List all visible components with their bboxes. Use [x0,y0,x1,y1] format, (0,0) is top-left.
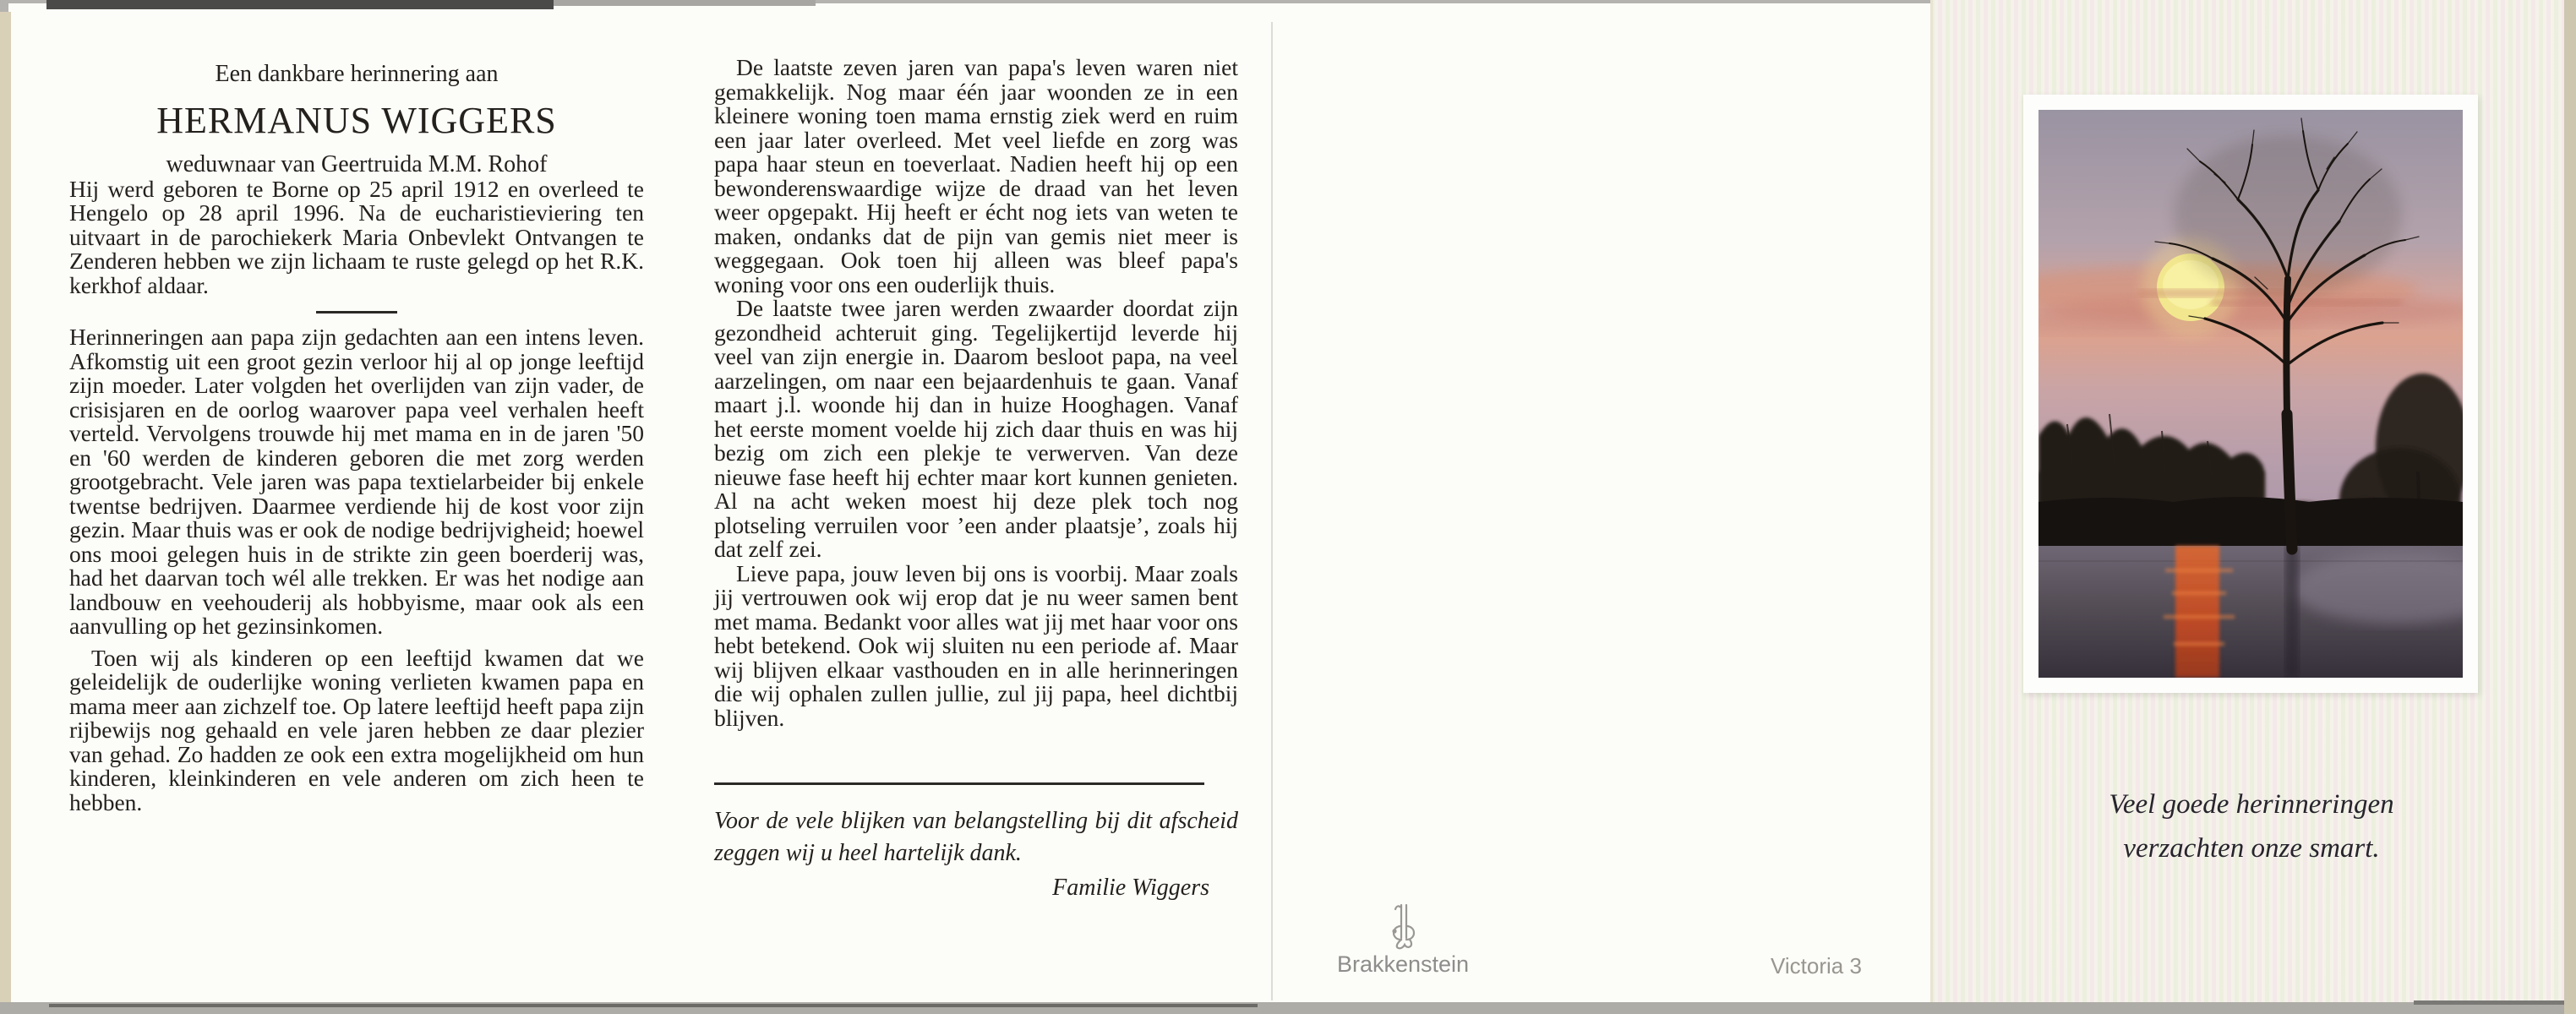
scan-edge-right [2564,0,2576,1014]
left-text-column [69,63,644,815]
paragraph-last-two-years: De laatste twee jaren werden zwaarder doordat zijn gezondheid achteruit ging. Tegelijkertijd leverde hij veel van zijn energie in. Daarom besloot papa, na veel aarzelingen, om naar een bejaardenhuis te gaan. Vanaf maart j.l. woonde hij dan in huize Hooghagen. Vanaf het eerste moment voelde hij zich daar thuis en was hij bezig om zich een plekje te verwerven. Van deze nieuwe fase heeft hij echter maar kort kunnen genieten. Al na acht weken moest hij deze plek toch nog plotseling verruilen voor ’een ander plaatsje’, zoals hij dat zelf zei. [714,295,1238,562]
publisher-name: Brakkenstein [1336,951,1470,977]
deceased-subtitle: weduwnaar van Geertruida M.M. Rohof [166,151,548,177]
memorial-quote [2032,782,2471,870]
intro-line: Een dankbare herinnering aan [215,61,499,87]
page-fold-line [1271,22,1273,1000]
quote-line-1: Veel goede herinneringen [2109,789,2394,820]
thanks-note: Voor de vele blijken van belangstelling bij dit afscheid zeggen wij u heel hartelijk dank. [714,808,1238,866]
family-signature: Familie Wiggers [1052,875,1209,901]
publisher-logo-icon [1384,901,1422,953]
paragraph-farewell: Lieve papa, jouw leven bij ons is voorbij. Maar zoals jij vertrouwen ook wij erop dat je nu weer samen bent met mama. Bedankt voor alles wat jij met haar voor ons hebt betekend. Ook wij sluiten nu een periode af. Maar wij blijven elkaar vasthouden en in alle herinneringen die wij ophalen zullen jullie, zul jij papa, heel dichtbij blijven. [714,559,1238,731]
deceased-name: HERMANUS WIGGERS [156,99,557,141]
paragraph-memories: Herinneringen aan papa zijn gedachten aan een intens leven. Afkomstig uit een groot gezin verloor hij al op jonge leeftijd zijn moeder. Later volgden het overlijden van zijn vader, de crisisjaren en de oorlog waarover papa veel verhalen heeft verteld. Vervolgens trouwde hij met mama en in de jaren '50 en '60 werden de kinderen geboren die met zorg werden grootgebracht. Vele jaren was papa textielarbeider bij enkele twentse bedrijven. Daarmee verdiende hij de kost voor zijn gezin. Maar thuis was er ook de nodige bedrijvigheid; hoewel ons mooi gelegen huis in de strikte zin geen boerderij was, had het daarvan toch wél alle trekken. Er was het nodige aan landbouw en veehouderij als hobbyisme, maar ook als een aanvulling op het gezinsinkomen. [69,324,644,639]
paragraph-children: Toen wij als kinderen op een leeftijd kwamen dat we geleidelijk de ouderlijke woning verlieten kwamen papa en mama meer aan zichzelf toe. Op latere leeftijd heeft papa zijn rijbewijs nog gehaald en vele jaren hebben ze daar plezier van gehad. Zo hadden ze ook een extra mogelijkheid om hun kinderen, kleinkinderen en vele anderen om zich heen te hebben. [69,644,644,815]
scan-edge-bottom-line [49,1004,1258,1007]
short-divider [316,311,397,313]
quote-line-2: verzachten onze smart. [2123,833,2380,864]
paragraph-last-seven-years: De laatste zeven jaren van papa's leven waren niet gemakkelijk. Nog maar één jaar woonden ze in een kleinere woning toen mama ernstig ziek werd en ruim een jaar later overleed. Met veel liefde en zorg was papa haar steun en toeverlaat. Nadien heeft hij op een bewonderenswaardige wijze de draad van het leven weer opgepakt. Hij heeft er écht nog iets van weten te maken, ondanks dat de pijn van gemis niet meer is weggegaan. Ook toen hij alleen was bleef papa's woning voor ons een ouderlijk thuis. [714,54,1238,297]
middle-text-column [714,56,1238,901]
scan-edge-bottom-dash [2414,1000,2574,1005]
sunset-photo [2038,110,2463,678]
scan-edge-left [0,12,11,1014]
scan-edge-top-dark [46,0,554,9]
paragraph-birth-death: Hij werd geboren te Borne op 25 april 1912 en overleed te Hengelo op 28 april 1996. Na de eucharistieviering ten uitvaart in de parochiekerk Maria Onbevlekt Ontvangen te Zenderen hebben we zijn lichaam te ruste gelegd op het R.K. kerkhof aldaar. [69,175,644,298]
long-divider [714,782,1204,785]
card-series-name: Victoria 3 [1771,953,1862,979]
cover-seam-line [1930,0,1933,1007]
scan-edge-top-gray [554,0,816,6]
